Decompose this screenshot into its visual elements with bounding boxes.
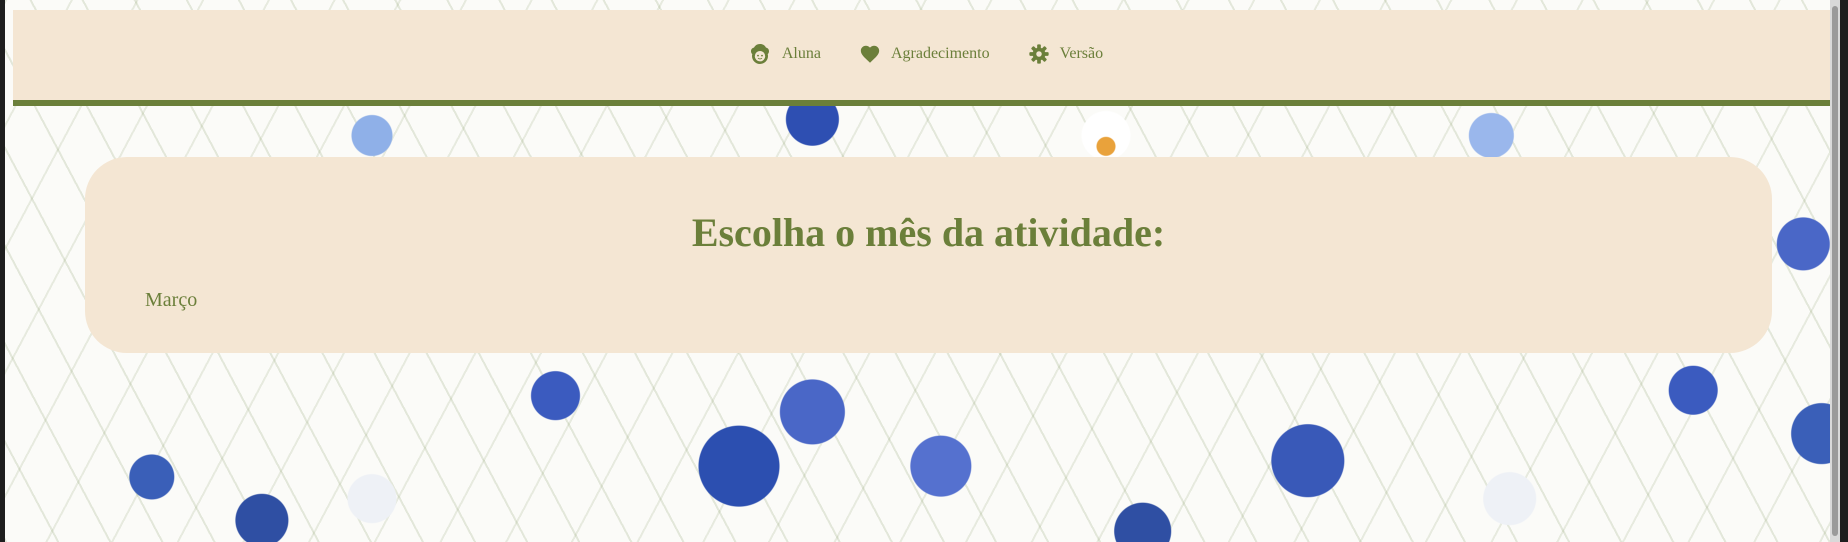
- top-navbar: [13, 10, 1838, 106]
- nav-label-aluna: Aluna: [781, 45, 821, 62]
- month-selection-card: [85, 157, 1772, 353]
- student-icon: [748, 42, 772, 66]
- page-title: Escolha o mês da atividade:: [691, 210, 1166, 255]
- vertical-scrollbar[interactable]: [1830, 0, 1840, 542]
- nav-label-agradecimento: Agradecimento: [890, 45, 990, 62]
- nav-item-aluna[interactable]: [748, 42, 821, 66]
- gear-icon: [1028, 43, 1050, 65]
- scrollbar-thumb[interactable]: [1832, 6, 1838, 536]
- nav-label-versao: Versão: [1059, 45, 1104, 62]
- month-link-marco[interactable]: Março: [145, 289, 198, 311]
- nav-item-agradecimento[interactable]: [859, 43, 990, 65]
- floral-background: [5, 0, 1840, 542]
- nav-item-versao[interactable]: [1028, 43, 1104, 65]
- heart-icon: [859, 43, 881, 65]
